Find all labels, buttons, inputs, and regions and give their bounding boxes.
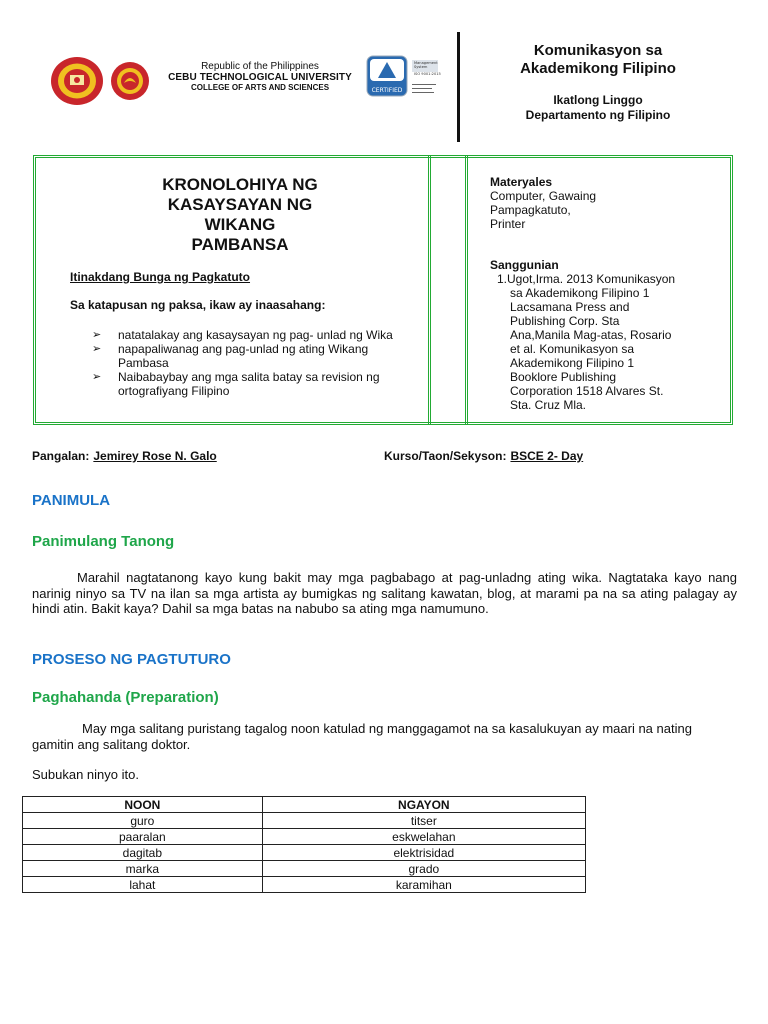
outcome-item: ➢ napapaliwanag ang pag-unlad ng ating Wikang Pambasa — [92, 342, 369, 370]
arrow-bullet-icon: ➢ — [92, 343, 102, 355]
svg-text:System: System — [414, 65, 428, 69]
university-name: CEBU TECHNOLOGICAL UNIVERSITY — [168, 72, 352, 83]
table-row: dagitab elektrisidad — [23, 845, 586, 861]
arrow-bullet-icon: ➢ — [92, 371, 102, 383]
student-course-row — [384, 449, 583, 463]
table-row: guro titser — [23, 813, 586, 829]
subukan-text: Subukan ninyo ito. — [32, 767, 139, 782]
word-comparison-table — [22, 796, 586, 893]
outcomes-list — [92, 328, 422, 398]
arrow-bullet-icon: ➢ — [92, 329, 102, 341]
name-value: Jemirey Rose N. Galo — [93, 449, 217, 463]
materials-list: Computer, Gawaing Pampagkatuto, Printer — [490, 189, 597, 231]
week-label: Ikatlong Linggo — [553, 93, 643, 107]
college-name: COLLEGE OF ARTS AND SCIENCES — [190, 83, 330, 92]
course-title: Komunikasyon sa Akademikong Filipino — [520, 42, 676, 77]
svg-text:ISO 9001:2015: ISO 9001:2015 — [414, 72, 441, 76]
preparation-paragraph: May mga salitang puristang tagalog noon katulad ng manggagamot na sa kasalukuyan ay maari na nating gamitin ang salitang doktor. — [32, 721, 692, 752]
table-row: marka grado — [23, 861, 586, 877]
iso-standard-label — [412, 58, 442, 100]
university-seal-icon — [50, 56, 104, 106]
svg-text:Management: Management — [414, 61, 438, 65]
republic-label: Republic of the Philippines — [201, 61, 319, 72]
references-heading: Sanggunian — [490, 258, 559, 272]
intro-paragraph: Marahil nagtatanong kayo kung bakit may mga pagbabago at pag-unladng ating wika. Nagtataka kayo nang narinig ninyo sa TV na ilan sa mga artista ay bumigkas ng salitang kawatan, blog, at marami pa na sa ating palagay ay hindi atin. Bakit kaya? Dahil sa mga batas na nabubo sa ating mga namumuno. — [32, 570, 737, 616]
panimula-heading: PANIMULA — [32, 492, 111, 509]
outcome-item: ➢ Naibabaybay ang mga salita batay sa revision ng ortografiyang Filipino — [92, 370, 380, 398]
expectation-text: Sa katapusan ng paksa, ikaw ay inaasahang: — [70, 298, 326, 312]
lesson-title: KRONOLOHIYA NG KASAYSAYAN NG WIKANG PAMBANSA — [162, 175, 318, 254]
college-seal-icon — [110, 61, 150, 101]
student-name-row — [32, 449, 217, 463]
cert-caption: CERTIFIED — [371, 87, 403, 94]
table-row: paaralan eskwelahan — [23, 829, 586, 845]
paghahanda-heading: Paghahanda (Preparation) — [32, 689, 219, 706]
outcomes-heading: Itinakdang Bunga ng Pagkatuto — [70, 270, 251, 284]
name-label: Pangalan: — [32, 449, 90, 463]
column-header-ngayon: NGAYON — [262, 797, 585, 813]
header-divider — [457, 32, 460, 142]
table-header-row — [23, 797, 586, 813]
table-row: lahat karamihan — [23, 877, 586, 893]
department-label: Departamento ng Filipino — [525, 108, 671, 122]
course-label: Kurso/Taon/Sekyson: — [384, 449, 507, 463]
outcome-item: ➢ natatalakay ang kasaysayan ng pag- unlad ng Wika — [92, 328, 393, 342]
proseso-heading: PROSESO NG PAGTUTURO — [32, 651, 231, 668]
panimulang-tanong-heading: Panimulang Tanong — [32, 533, 175, 550]
course-value: BSCE 2- Day — [510, 449, 584, 463]
materials-heading: Materyales — [490, 175, 553, 189]
lesson-box-divider — [428, 155, 468, 425]
column-header-noon: NOON — [23, 797, 263, 813]
iso-certification-icon — [366, 55, 408, 97]
references-list: 1.Ugot,Irma. 2013 Komunikasyon sa Akademikong Filipino 1 Lacsamana Press and Publishing Corp. Sta Ana,Manila Mag-atas, Rosario et al. Komunikasyon sa Akademikong Filipino 1 Booklore Publishing Corporation 1518 Alvares St. Sta. Cruz Mla. — [497, 272, 676, 412]
